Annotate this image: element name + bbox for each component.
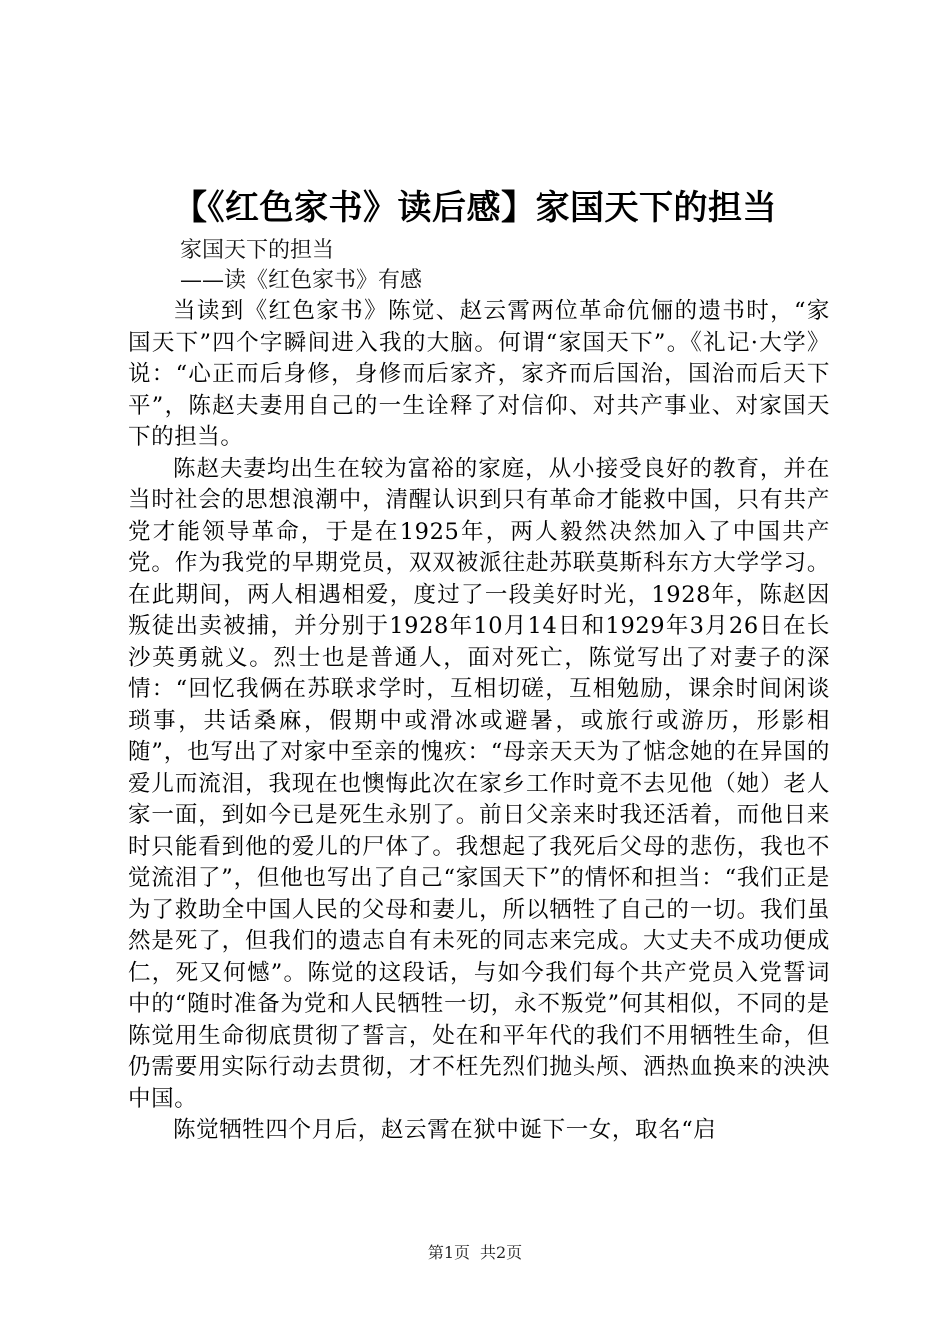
document-subheading: ——读《红色家书》有感 xyxy=(180,268,423,293)
paragraph-3: 陈觉牺牲四个月后，赵云霄在狱中诞下一女，取名“启 xyxy=(173,1117,717,1143)
document-body xyxy=(128,296,830,1147)
document-subtitle: 家国天下的担当 xyxy=(180,238,335,263)
paragraph-2: 陈赵夫妻均出生在较为富裕的家庭，从小接受良好的教育，并在当时社会的思想浪潮中，清醒认识到只有革命才能救中国，只有共产党才能领导革命，于是在1925年，两人毅然决然加入了中国共产党。作为我党的早期党员，双双被派往赴苏联莫斯科东方大学学习。在此期间，两人相遇相爱，度过了一段美好时光，1928年，陈赵因叛徒出卖被捕，并分别于1928年10月14日和1929年3月26日在长沙英勇就义。烈士也是普通人，面对死亡，陈觉写出了对妻子的深情：“回忆我俩在苏联求学时，互相切磋，互相勉励，课余时间闲谈琐事，共话桑麻，假期中或滑冰或避暑，或旅行或游历，形影相随”，也写出了对家中至亲的愧疚：“母亲天天为了惦念她的在异国的爱儿而流泪，我现在也懊悔此次在家乡工作时竟不去见他（她）老人家一面，到如今已是死生永别了。前日父亲来时我还活着，而他日来时只能看到他的爱儿的尸体了。我想起了我死后父母的悲伤，我也不觉流泪了”，但他也写出了自己“家国天下”的情怀和担当：“我们正是为了救助全中国人民的父母和妻儿，所以牺牲了自己的一切。我们虽然是死了，但我们的遗志自有未死的同志来完成。大丈夫不成功便成仁，死又何憾”。陈觉的这段话，与如今我们每个共产党员入党誓词中的“随时准备为党和人民牺牲一切，永不叛党”何其相似，不同的是陈觉用生命彻底贯彻了誓言，处在和平年代的我们不用牺牲生命，但仍需要用实际行动去贯彻，才不枉先烈们抛头颅、洒热血换来的泱泱中国。 xyxy=(128,455,830,1112)
page-number-current: 第1页 xyxy=(427,1243,470,1262)
page-number-total: 共2页 xyxy=(480,1243,523,1262)
page-footer xyxy=(0,1242,950,1264)
paragraph-1: 当读到《红色家书》陈觉、赵云霄两位革命伉俪的遗书时，“家国天下”四个字瞬间进入我的大脑。何谓“家国天下”。《礼记·大学》说：“心正而后身修，身修而后家齐，家齐而后国治，国治而后天下平”，陈赵夫妻用自己的一生诠释了对信仰、对共产事业、对家国天下的担当。 xyxy=(128,298,830,450)
document-title: 【《红色家书》读后感】家国天下的担当 xyxy=(173,188,777,228)
